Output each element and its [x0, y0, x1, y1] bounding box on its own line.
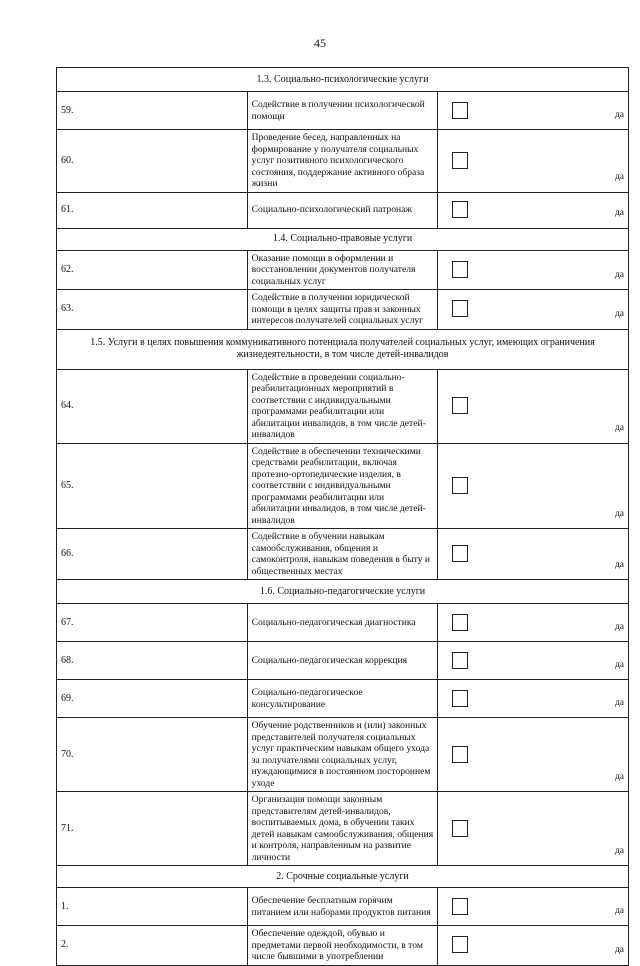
yes-checkbox[interactable] [452, 300, 468, 317]
section-title: 2. Срочные социальные услуги [57, 866, 629, 888]
service-row [57, 680, 629, 718]
section-header [57, 580, 629, 604]
yes-checkbox[interactable] [452, 614, 468, 631]
yes-label: да [614, 659, 624, 670]
section-header [57, 866, 629, 888]
section-header [57, 68, 629, 92]
yes-checkbox[interactable] [452, 545, 468, 562]
section-header [57, 228, 629, 250]
yes-label: да [614, 621, 624, 632]
item-number: 70. [57, 718, 248, 792]
service-row [57, 792, 629, 866]
yes-checkbox[interactable] [452, 690, 468, 707]
option-cell [438, 680, 629, 718]
yes-label: да [614, 309, 624, 320]
yes-label: да [614, 423, 624, 434]
item-description: Социально-психологический патронаж [247, 192, 438, 228]
item-number: 59. [57, 92, 248, 130]
yes-label: да [614, 845, 624, 856]
item-number: 60. [57, 130, 248, 193]
yes-checkbox[interactable] [452, 477, 468, 494]
section-title: 1.5. Услуги в целях повышения коммуникативного потенциала получателей социальных услуг, имеющих ограничения жизнедеятельности, в том числе детей-инвалидов [57, 329, 629, 369]
yes-label: да [614, 559, 624, 570]
item-description: Организация помощи законным представителям детей-инвалидов, воспитываемых дома, в обучении таких детей навыкам самообслуживания, общения и контроля, направленным на развитие личности [247, 792, 438, 866]
option-cell [438, 888, 629, 926]
option-cell [438, 130, 629, 193]
yes-checkbox[interactable] [452, 102, 468, 119]
yes-checkbox[interactable] [452, 898, 468, 915]
item-number: 66. [57, 529, 248, 580]
item-description: Проведение бесед, направленных на формирование у получателя социальных услуг позитивного психологического состояния, поддержание активного образа жизни [247, 130, 438, 193]
option-cell [438, 529, 629, 580]
option-cell [438, 443, 629, 529]
option-cell [438, 792, 629, 866]
option-cell [438, 92, 629, 130]
item-description: Содействие в обучении навыкам самообслуживания, общения и самоконтроля, навыкам поведения в быту и общественных местах [247, 529, 438, 580]
yes-checkbox[interactable] [452, 652, 468, 669]
option-cell [438, 369, 629, 443]
item-number: 71. [57, 792, 248, 866]
item-number: 69. [57, 680, 248, 718]
yes-label: да [614, 771, 624, 782]
yes-label: да [614, 905, 624, 916]
service-row [57, 642, 629, 680]
page-number: 45 [314, 36, 326, 50]
item-description: Оказание помощи в оформлении и восстановлении документов получателя социальных услуг [247, 250, 438, 290]
yes-label: да [614, 508, 624, 519]
item-number: 64. [57, 369, 248, 443]
service-row [57, 718, 629, 792]
service-row [57, 604, 629, 642]
option-cell [438, 290, 629, 330]
item-number: 63. [57, 290, 248, 330]
item-description: Социально-педагогическое консультирование [247, 680, 438, 718]
item-number: 65. [57, 443, 248, 529]
services-table [56, 67, 629, 966]
item-number: 61. [57, 192, 248, 228]
yes-checkbox[interactable] [452, 397, 468, 414]
option-cell [438, 642, 629, 680]
service-row [57, 290, 629, 330]
item-number: 1. [57, 888, 248, 926]
option-cell [438, 926, 629, 966]
option-cell [438, 718, 629, 792]
service-row [57, 443, 629, 529]
item-description: Содействие в получении психологической помощи [247, 92, 438, 130]
yes-checkbox[interactable] [452, 820, 468, 837]
service-row [57, 250, 629, 290]
yes-label: да [614, 945, 624, 956]
item-number: 62. [57, 250, 248, 290]
yes-checkbox[interactable] [452, 746, 468, 763]
yes-label: да [614, 269, 624, 280]
item-description: Социально-педагогическая коррекция [247, 642, 438, 680]
item-number: 67. [57, 604, 248, 642]
item-description: Содействие в обеспечении техническими средствами реабилитации, включая протезно-ортопедические изделия, в соответствии с индивидуальными программами реабилитации или абилитации инвалидов, в том числе детей-инвалидов [247, 443, 438, 529]
item-description: Обеспечение бесплатным горячим питанием или наборами продуктов питания [247, 888, 438, 926]
item-description: Обеспечение одеждой, обувью и предметами первой необходимости, в том числе бывшими в употреблении [247, 926, 438, 966]
section-title: 1.6. Социально-педагогические услуги [57, 580, 629, 604]
yes-label: да [614, 109, 624, 120]
service-row [57, 192, 629, 228]
service-row [57, 369, 629, 443]
yes-checkbox[interactable] [452, 152, 468, 169]
yes-checkbox[interactable] [452, 261, 468, 278]
service-row [57, 926, 629, 966]
item-description: Социально-педагогическая диагностика [247, 604, 438, 642]
service-row [57, 529, 629, 580]
section-title: 1.3. Социально-психологические услуги [57, 68, 629, 92]
service-row [57, 92, 629, 130]
option-cell [438, 250, 629, 290]
item-number: 2. [57, 926, 248, 966]
yes-label: да [614, 697, 624, 708]
item-description: Обучение родственников и (или) законных представителей получателя социальных услуг практическим навыкам общего ухода за получателями социальных услуг, нуждающимися в постоянном постороннем уходе [247, 718, 438, 792]
section-title: 1.4. Социально-правовые услуги [57, 228, 629, 250]
yes-label: да [614, 208, 624, 219]
item-number: 68. [57, 642, 248, 680]
section-header [57, 329, 629, 369]
item-description: Содействие в получении юридической помощи в целях защиты прав и законных интересов получателей социальных услуг [247, 290, 438, 330]
yes-checkbox[interactable] [452, 936, 468, 953]
yes-checkbox[interactable] [452, 201, 468, 218]
service-row [57, 888, 629, 926]
option-cell [438, 192, 629, 228]
service-row [57, 130, 629, 193]
yes-label: да [614, 172, 624, 183]
item-description: Содействие в проведении социально-реабилитационных мероприятий в соответствии с индивидуальными программами реабилитации или абилитации инвалидов, в том числе детей- инвалидов [247, 369, 438, 443]
option-cell [438, 604, 629, 642]
